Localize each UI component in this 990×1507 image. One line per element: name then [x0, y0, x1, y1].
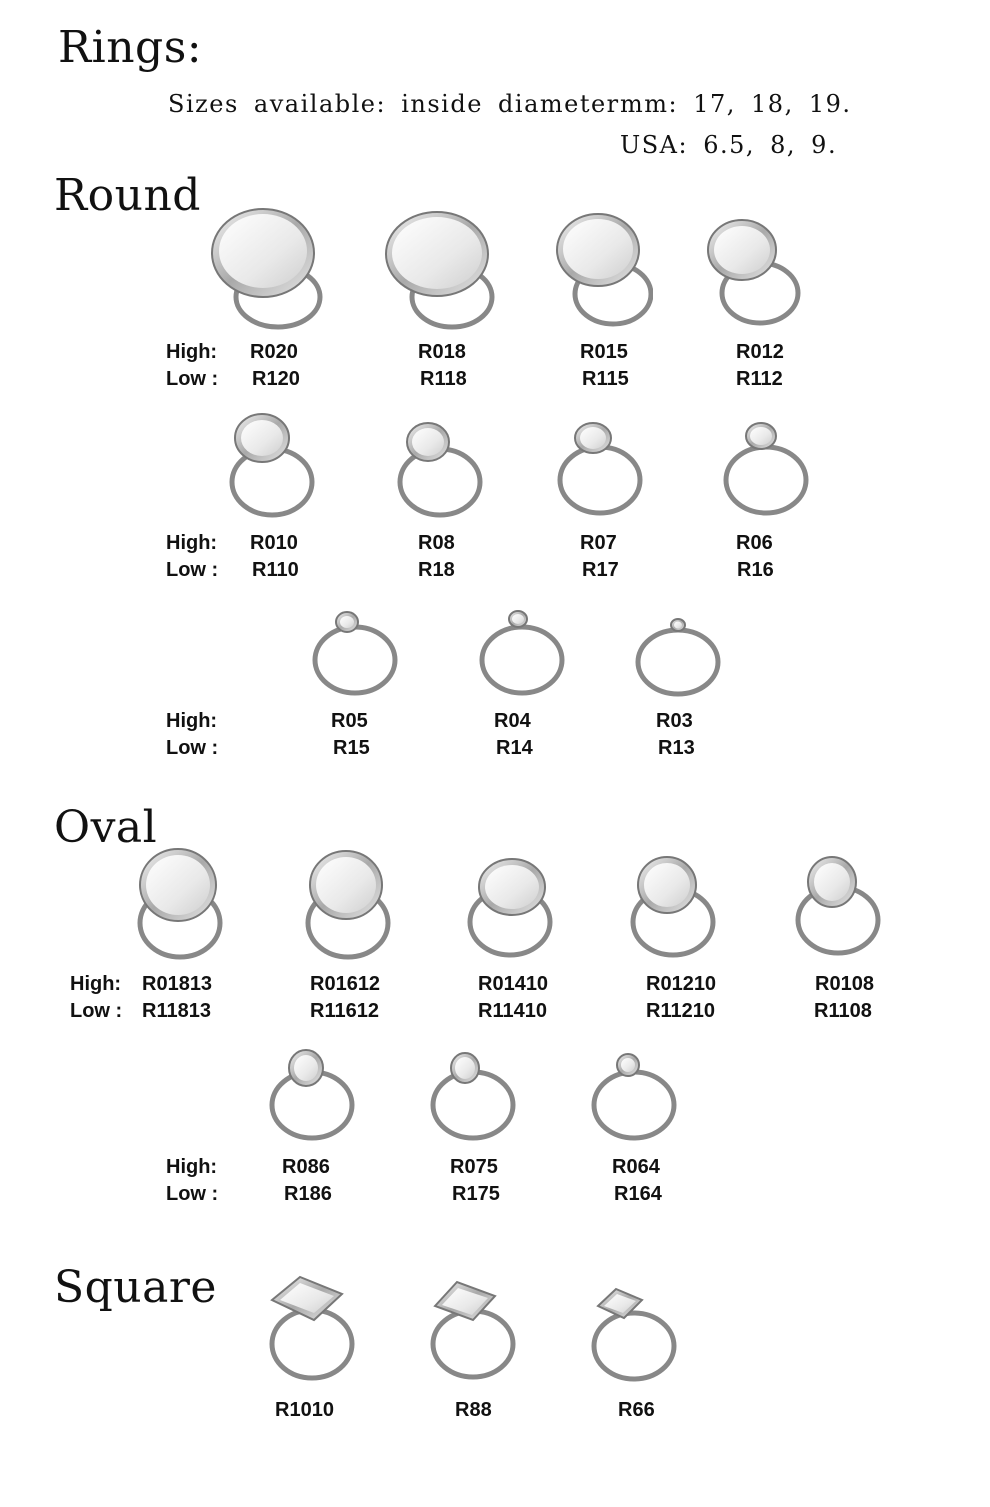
code-low-r13: R13 [658, 737, 695, 759]
code-high-r086: R086 [282, 1156, 330, 1178]
code-high-r0108: R0108 [815, 973, 874, 995]
low-label: Low : [166, 559, 219, 581]
code-high-r01410: R01410 [478, 973, 549, 995]
ring-image-r020 [208, 205, 323, 330]
sizes-usa: USA: 6.5, 8, 9. [620, 131, 838, 159]
code-high-r018: R018 [418, 341, 466, 363]
ring-image-r66 [584, 1284, 684, 1389]
ring-image-r04 [472, 605, 572, 700]
ring-image-r012 [702, 215, 802, 327]
page-title: Rings: [58, 22, 203, 73]
code-low-r112: R112 [736, 368, 783, 390]
sizes-label: Sizes available: inside diameter [168, 90, 620, 118]
high-label: High: [166, 710, 218, 732]
code-low-r16: R16 [737, 559, 774, 581]
code-low-r11210: R11210 [646, 1000, 715, 1022]
code-high-r020: R020 [250, 341, 298, 363]
ring-image-r06 [714, 418, 814, 518]
code-high-r08: R08 [418, 532, 455, 554]
code-high-r07: R07 [580, 532, 617, 554]
ring-image-r88 [423, 1276, 523, 1386]
code-low-r11813: R11813 [142, 1000, 211, 1022]
code-low-r14: R14 [496, 737, 533, 759]
code-high-r01813: R01813 [142, 973, 213, 995]
round-heading: Round [54, 170, 201, 221]
low-label: Low : [70, 1000, 123, 1022]
code-low-r120: R120 [252, 368, 300, 390]
square-heading: Square [54, 1262, 217, 1313]
high-label: High: [166, 1156, 218, 1178]
ring-image-r01210 [623, 852, 723, 962]
code-high-r01612: R01612 [310, 973, 381, 995]
high-label: High: [166, 532, 218, 554]
ring-image-r05 [305, 605, 405, 700]
ring-image-r1010 [262, 1272, 362, 1387]
ring-image-r01612 [298, 845, 398, 963]
code-low-r11612: R11612 [310, 1000, 379, 1022]
code-high-r010: R010 [250, 532, 298, 554]
code-high-r05: R05 [331, 710, 368, 732]
ring-image-r064 [584, 1048, 684, 1145]
code-high-r064: R064 [612, 1156, 660, 1178]
code-low-r186: R186 [284, 1183, 332, 1205]
code-r88: R88 [455, 1399, 492, 1421]
code-low-r115: R115 [582, 368, 629, 390]
code-high-r01210: R01210 [646, 973, 717, 995]
code-r1010: R1010 [275, 1399, 334, 1421]
code-high-r012: R012 [736, 341, 784, 363]
code-low-r17: R17 [582, 559, 619, 581]
code-r66: R66 [618, 1399, 655, 1421]
ring-image-r015 [553, 208, 653, 328]
code-low-r118: R118 [420, 368, 467, 390]
low-label: Low : [166, 1183, 219, 1205]
code-high-r04: R04 [494, 710, 531, 732]
ring-image-r08 [388, 420, 488, 520]
code-low-r18: R18 [418, 559, 455, 581]
ring-image-r018 [382, 207, 497, 332]
code-low-r175: R175 [452, 1183, 500, 1205]
sizes-mm: mm: 17, 18, 19. [620, 90, 852, 118]
code-low-r164: R164 [614, 1183, 662, 1205]
code-low-r1108: R1108 [814, 1000, 872, 1022]
code-high-r06: R06 [736, 532, 773, 554]
ring-image-r03 [628, 612, 728, 702]
code-high-r03: R03 [656, 710, 693, 732]
low-label: Low : [166, 737, 219, 759]
low-label: Low : [166, 368, 219, 390]
ring-image-r07 [548, 418, 648, 518]
code-high-r015: R015 [580, 341, 628, 363]
ring-image-r075 [423, 1048, 523, 1145]
code-high-r075: R075 [450, 1156, 498, 1178]
high-label: High: [166, 341, 218, 363]
oval-heading: Oval [54, 802, 158, 853]
ring-image-r010 [220, 410, 320, 520]
code-low-r110: R110 [252, 559, 299, 581]
code-low-r11410: R11410 [478, 1000, 547, 1022]
ring-image-r086 [262, 1045, 362, 1145]
code-low-r15: R15 [333, 737, 370, 759]
ring-image-r01813 [130, 845, 230, 963]
high-label: High: [70, 973, 122, 995]
ring-image-r0108 [788, 852, 888, 960]
ring-image-r01410 [460, 852, 560, 962]
